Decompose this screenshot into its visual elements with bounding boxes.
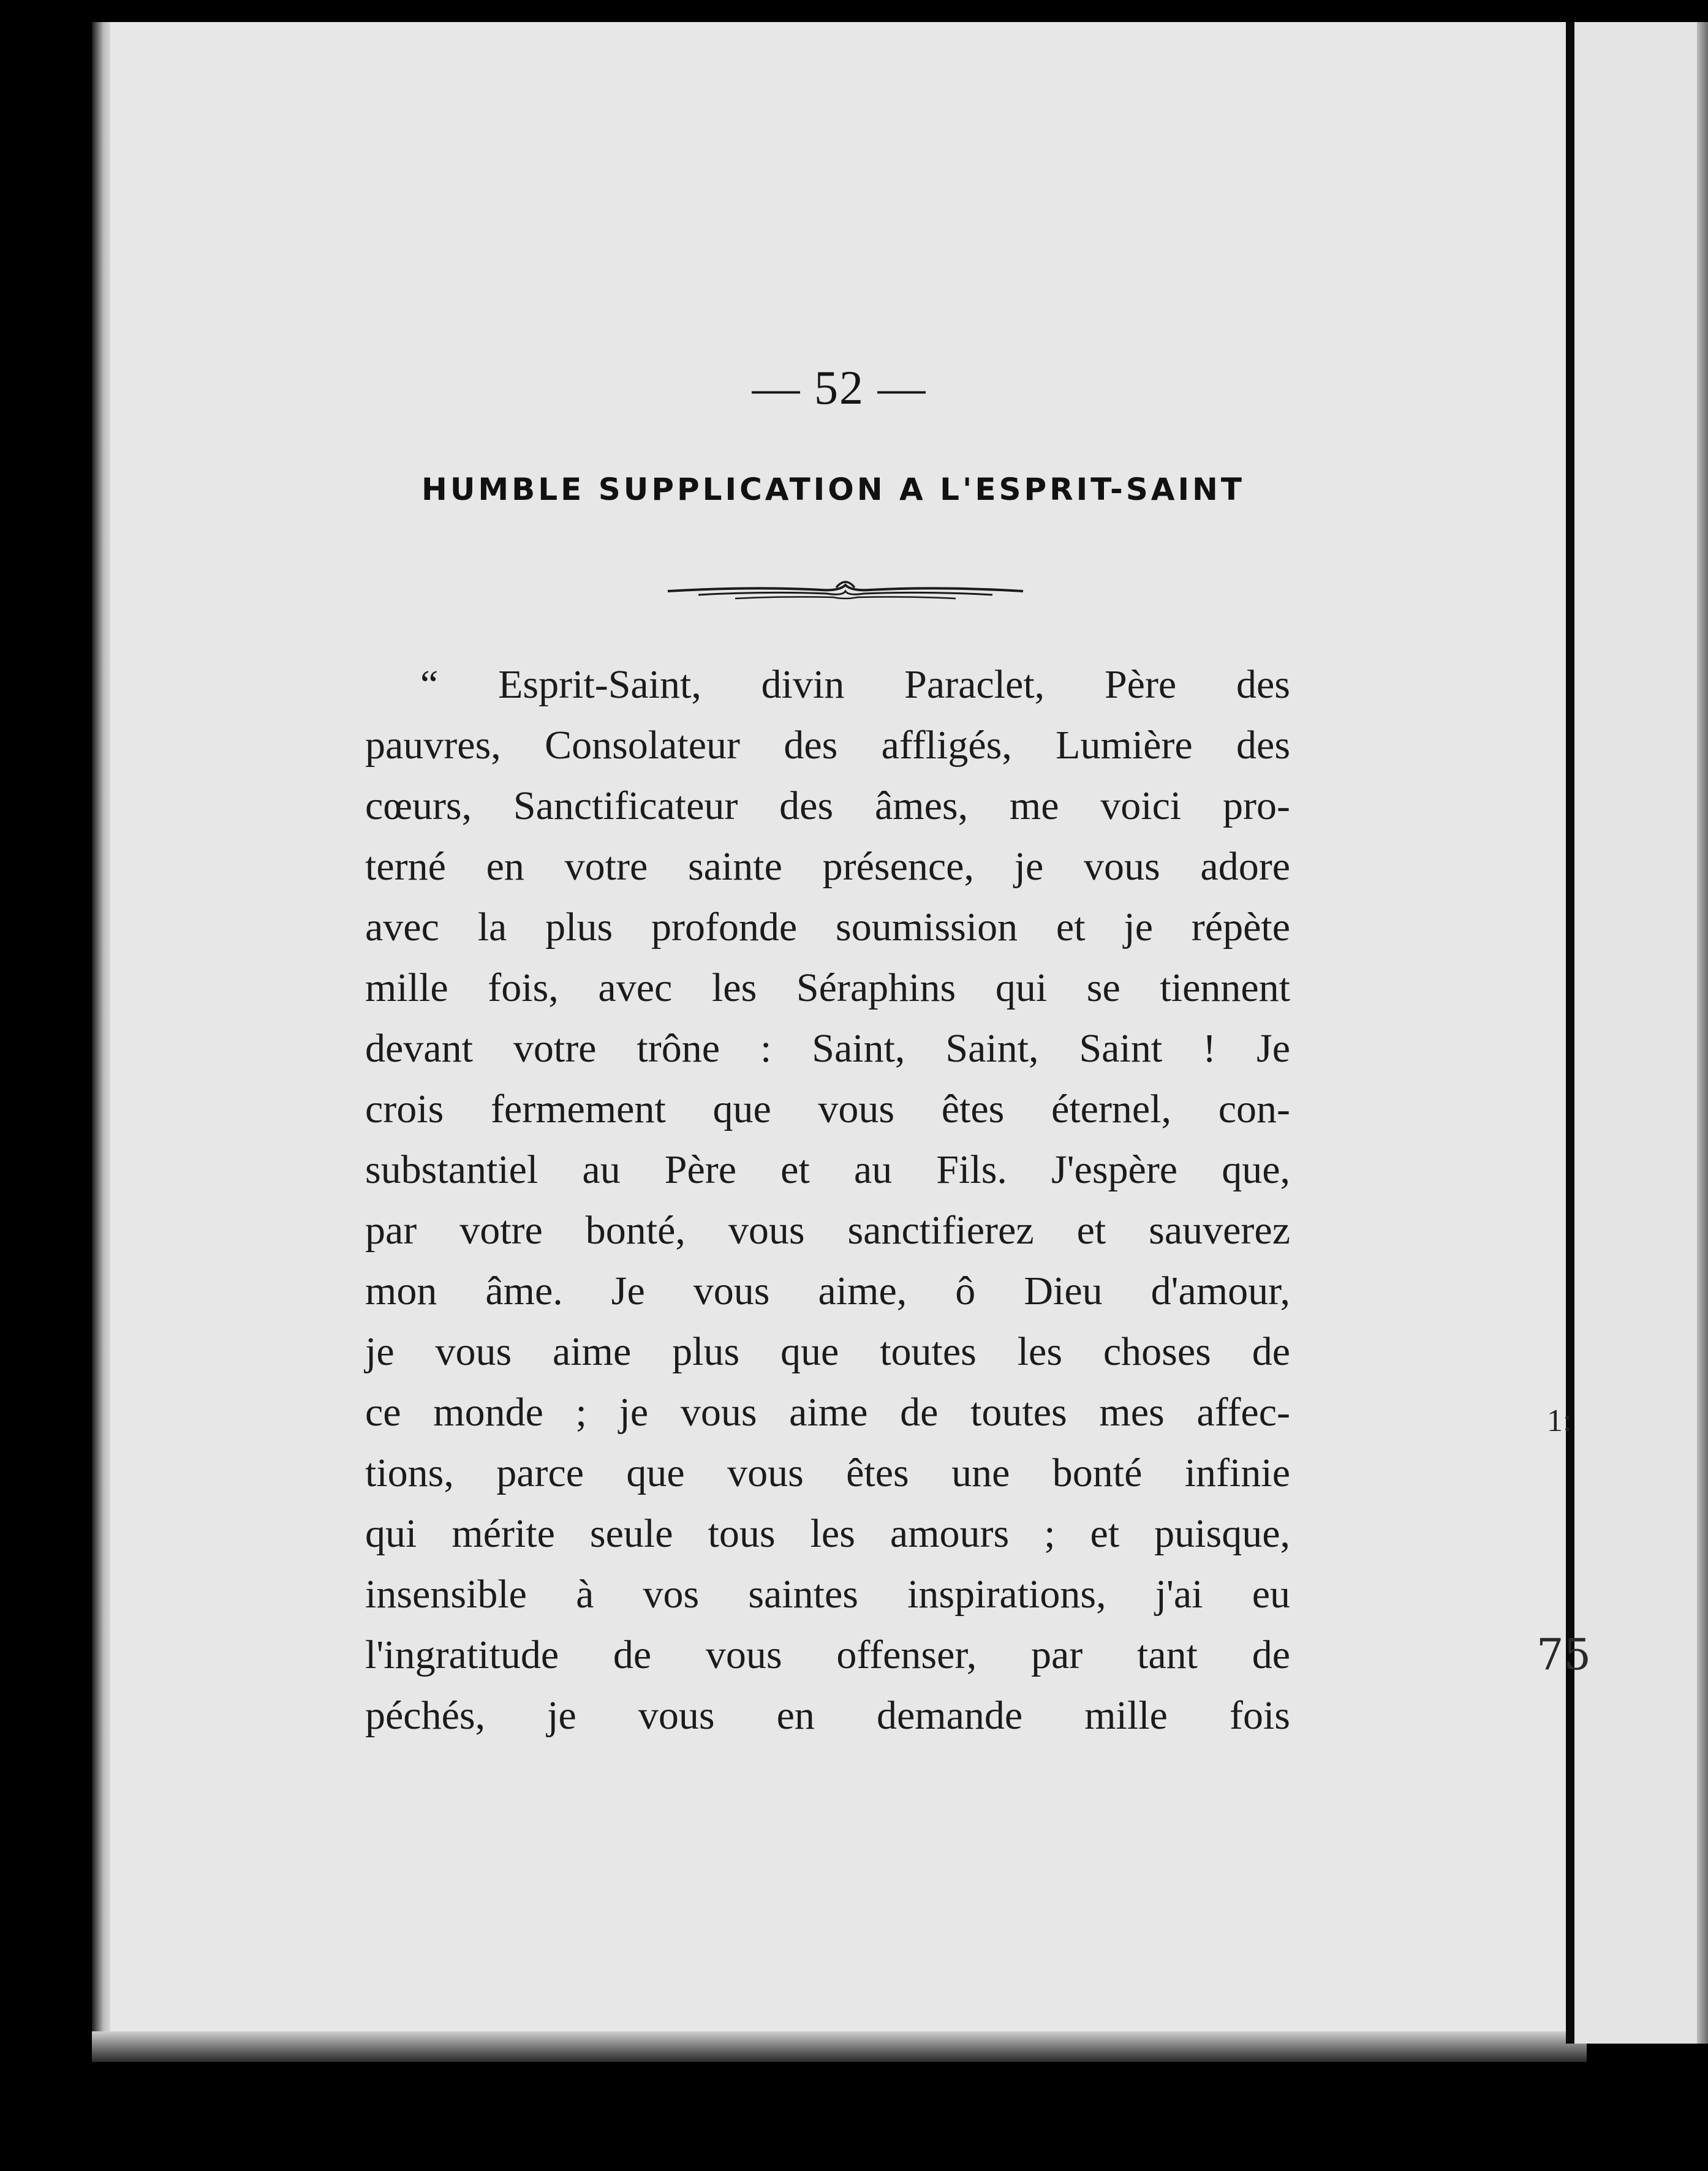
- text-line: “ Esprit-Saint, divin Paraclet, Père des: [420, 662, 1290, 707]
- margin-mark: 1:: [1547, 1403, 1572, 1438]
- ornament-divider: [662, 573, 1029, 610]
- text-line: cœurs, Sanctificateur des âmes, me voici pro-: [365, 783, 1290, 828]
- text-line: mon âme. Je vous aime, ô Dieu d'amour,: [365, 1269, 1290, 1313]
- text-line: l'ingratitude de vous offenser, par tant de: [365, 1633, 1290, 1677]
- text-line: tions, parce que vous êtes une bonté infinie: [365, 1451, 1290, 1495]
- text-line: avec la plus profonde soumission et je répète: [365, 905, 1290, 950]
- page-bottom-edge: [92, 2031, 1587, 2062]
- page-left-edge: [92, 22, 111, 2037]
- text-line: insensible à vos saintes inspirations, j'ai eu: [365, 1572, 1290, 1617]
- text-line: par votre bonté, vous sanctifierez et sauverez: [365, 1208, 1290, 1253]
- page-heading: HUMBLE SUPPLICATION A L'ESPRIT-SAINT: [421, 472, 1245, 507]
- text-line: je vous aime plus que toutes les choses de: [365, 1329, 1290, 1374]
- text-line: devant votre trône : Saint, Saint, Saint ! Je: [365, 1026, 1290, 1071]
- facing-page-edge: [1697, 22, 1708, 2044]
- margin-scribble: 75: [1536, 1629, 1592, 1680]
- page-number: — 52 —: [752, 361, 927, 414]
- text-line: péchés, je vous en demande mille fois: [365, 1693, 1290, 1738]
- text-line: qui mérite seule tous les amours ; et puisque,: [365, 1511, 1290, 1556]
- text-line: mille fois, avec les Séraphins qui se tiennent: [365, 965, 1290, 1010]
- text-line: pauvres, Consolateur des affligés, Lumière des: [365, 723, 1290, 768]
- text-line: terné en votre sainte présence, je vous adore: [365, 844, 1290, 889]
- body-text: [365, 654, 1290, 1746]
- facing-page: [1574, 22, 1708, 2044]
- book-gutter: [1566, 22, 1574, 2044]
- text-line: ce monde ; je vous aime de toutes mes affec-: [365, 1390, 1290, 1435]
- text-line: crois fermement que vous êtes éternel, con-: [365, 1087, 1290, 1131]
- text-line: substantiel au Père et au Fils. J'espère que,: [365, 1147, 1290, 1192]
